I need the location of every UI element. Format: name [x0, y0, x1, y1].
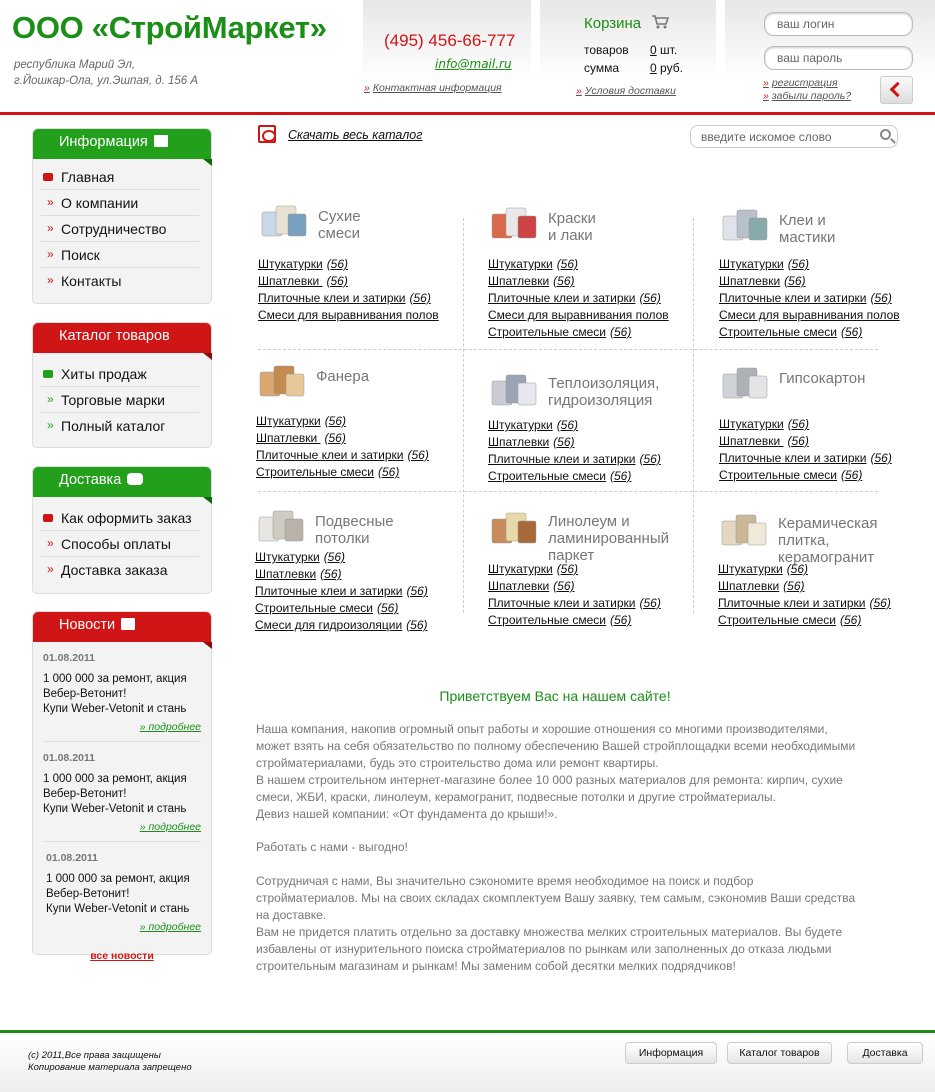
password-input[interactable]: ваш пароль: [764, 46, 913, 70]
subcategory-count: (56): [326, 257, 349, 271]
subcategory-label: Шпатлевки: [488, 435, 550, 449]
cart-sum-row: [584, 61, 704, 75]
subcategory-link[interactable]: [488, 578, 661, 595]
grid-divider: [258, 349, 878, 350]
subcategory-link[interactable]: [719, 450, 892, 467]
subcategory-count: (56): [556, 418, 579, 432]
register-link[interactable]: [763, 77, 838, 89]
subcategory-label: Штукатурки: [488, 562, 553, 576]
subcategory-link[interactable]: [256, 447, 429, 464]
news-date: 01.08.2011: [43, 652, 95, 664]
subcategory-count: (56): [786, 562, 809, 576]
subcategory-label: Смеси для выравнивания полов: [719, 308, 900, 322]
subcategory-list: [719, 416, 892, 484]
sidebar-item-home[interactable]: [41, 164, 199, 190]
subcategory-link[interactable]: [488, 307, 669, 324]
subcategory-label: Смеси для гидроизоляции: [255, 618, 403, 632]
subcategory-label: Плиточные клеи и затирки: [719, 291, 867, 305]
category-title[interactable]: [318, 208, 361, 242]
sidebar-item-full-catalog[interactable]: [41, 413, 199, 439]
sidebar-item-brands[interactable]: [41, 387, 199, 413]
news-line: Купи Weber-Vetonit и стань: [46, 903, 190, 915]
bullet-icon: »: [139, 721, 149, 733]
subcategory-link[interactable]: [718, 612, 891, 629]
news-line: Купи Weber-Vetonit и стань: [43, 803, 187, 815]
category-title-line: Подвесные потолки: [315, 513, 394, 547]
forgot-password-link[interactable]: [763, 90, 851, 102]
document-icon: [154, 135, 168, 147]
subcategory-link[interactable]: [488, 468, 661, 485]
cart-items-unit: шт.: [660, 43, 678, 57]
subcategory-link[interactable]: [719, 324, 900, 341]
welcome-heading: Приветствуем Вас на нашем сайте!: [439, 688, 671, 704]
phone-number: (495) 456-66-777: [384, 31, 516, 50]
subcategory-count: (56): [556, 257, 579, 271]
subcategory-label: Плиточные клеи и затирки: [488, 291, 636, 305]
list-item: [43, 852, 201, 941]
subcategory-link[interactable]: [488, 417, 661, 434]
subcategory-link[interactable]: [719, 416, 892, 433]
sidebar-item-bestsellers[interactable]: [41, 361, 199, 387]
subcategory-count: (56): [556, 562, 579, 576]
news-date: 01.08.2011: [46, 852, 98, 864]
sidebar-item-label: Способы оплаты: [61, 536, 171, 552]
subcategory-count: (56): [553, 579, 575, 593]
login-input[interactable]: ваш логин: [764, 12, 913, 36]
subcategory-count: (56): [378, 465, 400, 479]
subcategory-link[interactable]: [719, 467, 892, 484]
bullet-icon: »: [47, 418, 54, 432]
subcategory-count: (56): [610, 469, 632, 483]
subcategory-count: (56): [787, 257, 810, 271]
subcategory-list: [488, 561, 661, 629]
subcategory-label: Плиточные клеи и затирки: [718, 596, 866, 610]
sidebar-item-how-to-order[interactable]: [41, 505, 199, 531]
intro-paragraph: [256, 721, 856, 823]
news-line: Вебер-Ветонит!: [43, 788, 127, 800]
subcategory-link[interactable]: [255, 549, 428, 566]
category-title-line: Теплоизоляция,: [548, 375, 660, 392]
category-title-line: Сухие смеси: [318, 208, 361, 242]
news-text: [43, 772, 201, 817]
subcategory-count: (56): [870, 291, 892, 305]
subcategory-label: Смеси для выравнивания полов: [258, 308, 439, 322]
category-title[interactable]: [548, 513, 669, 564]
bullet-icon: »: [364, 82, 370, 94]
bullet-icon: »: [47, 536, 54, 550]
bullet-icon: »: [47, 392, 54, 406]
car-icon: [127, 473, 143, 485]
subcategory-link[interactable]: [256, 413, 429, 430]
grid-divider: [693, 218, 694, 613]
subcategory-list: [719, 256, 900, 341]
footer-nav-delivery[interactable]: Доставка: [847, 1042, 923, 1064]
news-line: Вебер-Ветонит!: [43, 688, 127, 700]
search-input[interactable]: [690, 125, 898, 148]
insulation-icon[interactable]: [488, 367, 542, 409]
subcategory-count: (56): [323, 550, 346, 564]
category-title[interactable]: [779, 212, 835, 246]
category-title-line: Керамическая плитка,: [778, 515, 878, 549]
sidebar-item-search[interactable]: [41, 242, 199, 268]
subcategory-count: (56): [787, 434, 809, 448]
copyright-line1: (c) 2011,Все права защищены: [28, 1050, 161, 1061]
list-item: [43, 752, 201, 842]
subcategory-label: Плиточные клеи и затирки: [255, 584, 403, 598]
sidebar-item-label: Главная: [61, 169, 115, 185]
subcategory-link[interactable]: [718, 561, 891, 578]
news-text: [46, 872, 201, 917]
bullet-icon: »: [47, 273, 54, 287]
subcategory-label: Шпатлевки: [718, 579, 780, 593]
subcategory-count: (56): [326, 274, 348, 288]
subcategory-list: [718, 561, 891, 629]
sidebar-item-label: О компании: [61, 195, 139, 211]
category-title[interactable]: [315, 513, 394, 547]
subcategory-link[interactable]: [488, 595, 661, 612]
ceramic-tile-icon[interactable]: [718, 507, 772, 549]
subcategory-label: Плиточные клеи и затирки: [258, 291, 406, 305]
search-icon[interactable]: [880, 129, 891, 140]
category-title-line: керамогранит: [778, 549, 875, 566]
paragraph-2: В нашем строительном интернет-магазине более 10 000 разных материалов для ремонта: кирпич, сухие смеси, ЖБИ, краски, линолеум, керамогранит, подвесные потолки и другие стройматериалы.: [256, 773, 843, 804]
subcategory-label: Штукатурки: [258, 257, 323, 271]
category-title-line: Клеи и мастики: [779, 212, 836, 246]
header-divider: [0, 112, 935, 115]
subcategory-count: (56): [869, 596, 891, 610]
subcategory-label: Штукатурки: [488, 257, 553, 271]
subcategory-count: (56): [553, 274, 575, 288]
sidebar-item-label: Сотрудничество: [61, 221, 167, 237]
bullet-icon: »: [763, 90, 769, 102]
subcategory-count: (56): [406, 618, 428, 632]
address-line2: г.Йошкар-Ола, ул.Эшпая, д. 156 А: [14, 75, 199, 87]
download-catalog-link[interactable]: Скачать весь каталог: [288, 128, 423, 142]
subcategory-label: Шпатлевки: [488, 579, 550, 593]
subcategory-link[interactable]: [718, 578, 891, 595]
cart-items-label: товаров: [584, 43, 629, 57]
subcategory-label: Плиточные клеи и затирки: [488, 452, 636, 466]
cart-sum-value: 0: [650, 61, 657, 75]
subcategory-label: Штукатурки: [255, 550, 320, 564]
subcategory-link[interactable]: [719, 273, 900, 290]
contact-info-label: Контактная информация: [372, 82, 502, 94]
active-marker-icon: [43, 173, 53, 181]
benefit-paragraph: Работать с нами - выгодно!: [256, 840, 408, 854]
news-text: [43, 672, 201, 717]
list-item: [43, 652, 201, 742]
bullet-icon: »: [763, 77, 769, 89]
subcategory-link[interactable]: [488, 612, 661, 629]
subcategory-label: Штукатурки: [719, 257, 784, 271]
all-news-link[interactable]: все новости: [90, 950, 154, 962]
news-box: [32, 611, 212, 962]
linoleum-parquet-icon[interactable]: [488, 505, 542, 547]
subcategory-link[interactable]: [719, 433, 892, 450]
subcategory-list: [488, 417, 661, 485]
subcategory-link[interactable]: [488, 256, 669, 273]
sidebar-item-label: Хиты продаж: [61, 366, 147, 382]
footer-nav-catalog[interactable]: Каталог товаров: [727, 1042, 832, 1064]
subcategory-label: Смеси для выравнивания полов: [488, 308, 669, 322]
sidebar-item-label: Контакты: [61, 273, 122, 289]
glues-mastics-icon[interactable]: [719, 202, 773, 244]
subcategory-link[interactable]: [258, 256, 439, 273]
subcategory-link[interactable]: [488, 290, 669, 307]
subcategory-count: (56): [870, 451, 892, 465]
subcategory-label: Шпатлевки: [255, 567, 317, 581]
subcategory-count: (56): [406, 584, 428, 598]
cart-sum-unit: руб.: [660, 61, 683, 75]
plywood-icon[interactable]: [256, 358, 310, 400]
subcategory-link[interactable]: [719, 290, 900, 307]
catalog-menu-title: [33, 323, 211, 353]
bullet-icon: »: [139, 821, 149, 833]
sidebar-item-label: Поиск: [61, 247, 100, 263]
bullet-icon: »: [47, 221, 54, 235]
search-placeholder: введите искомое слово: [701, 130, 832, 144]
sidebar-item-label: Торговые марки: [61, 392, 165, 408]
news-more-link[interactable]: [43, 821, 201, 842]
bullet-icon: »: [47, 562, 54, 576]
subcategory-link[interactable]: [488, 273, 669, 290]
category-title-line: ламинированный паркет: [548, 530, 670, 564]
register-label: регистрация: [771, 77, 838, 89]
subcategory-label: Строительные смеси: [719, 468, 837, 482]
news-date: 01.08.2011: [43, 752, 95, 764]
footer-nav-info[interactable]: Информация: [625, 1042, 717, 1064]
subcategory-label: Шпатлевки: [488, 274, 550, 288]
subcategory-count: (56): [610, 325, 632, 339]
category-title-line: Гипсокартон: [779, 370, 866, 387]
sidebar-item-label: Как оформить заказ: [61, 510, 192, 526]
news-title-label: Новости: [59, 617, 116, 633]
site-logo[interactable]: ООО «СтройМаркет»: [12, 10, 327, 45]
subcategory-count: (56): [787, 417, 810, 431]
subcategory-link[interactable]: [258, 273, 439, 290]
category-title[interactable]: [548, 375, 659, 409]
subcategory-list: [255, 549, 428, 634]
news-list: [33, 652, 211, 962]
subcategory-count: (56): [553, 435, 575, 449]
contact-info-link[interactable]: [364, 82, 502, 94]
news-line: 1 000 000 за ремонт, акция: [43, 673, 187, 685]
delivery-menu: [32, 466, 212, 594]
subcategory-link[interactable]: [255, 617, 428, 634]
subcategory-count: (56): [784, 274, 806, 288]
paragraph-3: Девиз нашей компании: «От фундамента до крыши!».: [256, 807, 558, 821]
subcategory-link[interactable]: [258, 307, 439, 324]
delivery-terms-link[interactable]: [576, 85, 676, 97]
subcategory-count: (56): [639, 291, 661, 305]
delivery-terms-label: Условия доставки: [584, 85, 676, 97]
subcategory-link[interactable]: [488, 324, 669, 341]
subcategory-count: (56): [407, 448, 429, 462]
news-more-link[interactable]: [46, 921, 201, 941]
subcategory-label: Строительные смеси: [488, 325, 606, 339]
subcategory-label: Строительные смеси: [256, 465, 374, 479]
subcategory-label: Штукатурки: [719, 417, 784, 431]
news-more-label: подробнее: [148, 821, 201, 833]
subcategory-link[interactable]: [255, 583, 428, 600]
sidebar-item-contacts[interactable]: [41, 268, 199, 294]
info-menu-title-label: Информация: [59, 134, 148, 150]
subcategory-link[interactable]: [719, 256, 900, 273]
cart-icon: [651, 14, 669, 29]
subcategory-label: Штукатурки: [488, 418, 553, 432]
category-title[interactable]: [779, 370, 865, 387]
news-more-label: подробнее: [148, 721, 201, 733]
subcategory-count: (56): [841, 468, 863, 482]
subcategory-label: Плиточные клеи и затирки: [488, 596, 636, 610]
subcategory-label: Строительные смеси: [488, 469, 606, 483]
subcategory-label: Штукатурки: [256, 414, 321, 428]
dry-mixes-icon[interactable]: [258, 198, 312, 240]
category-title-line: Краски и лаки: [548, 210, 596, 244]
subcategory-label: Строительные смеси: [488, 613, 606, 627]
subcategory-count: (56): [610, 613, 632, 627]
subcategory-label: Штукатурки: [718, 562, 783, 576]
subcategory-link[interactable]: [258, 290, 439, 307]
sidebar-item-label: Доставка заказа: [61, 562, 168, 578]
paints-varnishes-icon[interactable]: [488, 200, 542, 242]
info-menu-title: [33, 129, 211, 159]
subcategory-label: Шпатлевки: [719, 274, 781, 288]
subcategory-count: (56): [639, 596, 661, 610]
subcategory-count: (56): [841, 325, 863, 339]
category-title[interactable]: [548, 210, 596, 244]
active-marker-icon: [43, 514, 53, 522]
copyright-line2: Копирование материала запрещено: [28, 1062, 192, 1073]
grid-divider: [258, 491, 878, 492]
bullet-icon: »: [576, 85, 582, 97]
sidebar-item-label: Полный каталог: [61, 418, 166, 434]
subcategory-label: Шпатлевки: [258, 274, 323, 288]
bullet-icon: »: [47, 195, 54, 209]
paragraph-5: Сотрудничая с нами, Вы значительно сэкономите время необходимое на поиск и подбор стройматериалов. Мы на своих складах скомплектуем Вашу заявку, тем самым, сэкономив Ваши средства на доставке.: [256, 874, 856, 922]
subcategory-list: [488, 256, 669, 341]
subcategory-link[interactable]: [256, 430, 429, 447]
catalog-menu: [32, 322, 212, 448]
news-more-label: подробнее: [148, 921, 201, 933]
cart-items-row: [584, 43, 704, 57]
subcategory-link[interactable]: [255, 600, 428, 617]
news-line: 1 000 000 за ремонт, акция: [46, 873, 190, 885]
sidebar-item-about[interactable]: [41, 190, 199, 216]
subcategory-link[interactable]: [488, 561, 661, 578]
news-title: [33, 612, 211, 642]
paragraph-1: Наша компания, накопив огромный опыт работы и хорошие отношения со многими производителями, может взять на себя обязательство по полному обеспечению Вашей стройплощадки всеми необходимыми стройматериалами, будь это строительство дома или ремонт квартиры.: [256, 722, 856, 770]
drywall-icon[interactable]: [719, 360, 773, 402]
cart-sum-label: сумма: [584, 61, 620, 75]
bullet-icon: »: [139, 921, 149, 933]
email-link[interactable]: info@mail.ru: [435, 57, 512, 71]
copyright: [28, 1050, 192, 1074]
address-line1: республика Марий Эл,: [14, 59, 136, 71]
sidebar-item-order-delivery[interactable]: [41, 557, 199, 583]
subcategory-count: (56): [783, 579, 805, 593]
category-title[interactable]: [316, 368, 369, 385]
news-line: Купи Weber-Vetonit и стань: [43, 703, 187, 715]
cart-title[interactable]: [584, 14, 669, 32]
cart-title-label: Корзина: [584, 15, 642, 32]
delivery-menu-title: [33, 467, 211, 497]
subcategory-label: Плиточные клеи и затирки: [256, 448, 404, 462]
catalog-menu-title-label: Каталог товаров: [59, 328, 170, 344]
news-more-link[interactable]: [43, 721, 201, 742]
pdf-icon: [258, 125, 276, 143]
subcategory-link[interactable]: [488, 434, 661, 451]
bullet-icon: »: [47, 247, 54, 261]
subcategory-label: Шпатлевки: [256, 431, 321, 445]
subcategory-count: (56): [324, 414, 347, 428]
subcategory-count: (56): [320, 567, 342, 581]
active-marker-icon: [43, 370, 53, 378]
subcategory-link[interactable]: [255, 566, 428, 583]
category-title-line: Фанера: [316, 368, 370, 385]
delivery-menu-title-label: Доставка: [59, 472, 122, 488]
subcategory-count: (56): [409, 291, 431, 305]
category-title-line: Линолеум и: [548, 513, 630, 530]
subcategory-list: [258, 256, 439, 324]
grid-divider: [463, 218, 464, 613]
subcategory-link[interactable]: [256, 464, 429, 481]
news-line: 1 000 000 за ремонт, акция: [43, 773, 187, 785]
category-title-line: гидроизоляция: [548, 392, 653, 409]
subcategory-link[interactable]: [719, 307, 900, 324]
newspaper-icon: [121, 618, 135, 630]
subcategory-link[interactable]: [488, 451, 661, 468]
company-address: [14, 57, 198, 89]
subcategory-label: Плиточные клеи и затирки: [719, 451, 867, 465]
details-paragraph: [256, 873, 856, 975]
subcategory-count: (56): [639, 452, 661, 466]
forgot-password-label: забыли пароль?: [771, 90, 852, 102]
subcategory-link[interactable]: [718, 595, 891, 612]
sidebar-item-payment[interactable]: [41, 531, 199, 557]
suspended-ceilings-icon[interactable]: [255, 503, 309, 545]
subcategory-count: (56): [324, 431, 346, 445]
category-title[interactable]: [778, 515, 877, 566]
subcategory-count: (56): [840, 613, 862, 627]
subcategory-count: (56): [377, 601, 399, 615]
subcategory-label: Строительные смеси: [255, 601, 373, 615]
sidebar-item-cooperation[interactable]: [41, 216, 199, 242]
login-submit-button[interactable]: [880, 76, 913, 104]
cart-items-value: 0: [650, 43, 657, 57]
info-menu: [32, 128, 212, 304]
subcategory-label: Строительные смеси: [719, 325, 837, 339]
news-line: Вебер-Ветонит!: [46, 888, 130, 900]
subcategory-label: Шпатлевки: [719, 434, 784, 448]
subcategory-list: [256, 413, 429, 481]
subcategory-label: Строительные смеси: [718, 613, 836, 627]
paragraph-6: Вам не придется платить отдельно за доставку множества мелких строительных материалов. Вы будете избавлены от изнурительного поиска стройматериалов по рынкам или заполненных до отказа людьми строительным магазинам и рынкам! Мы заменим собой десятки мелких подрядчиков!: [256, 925, 843, 973]
